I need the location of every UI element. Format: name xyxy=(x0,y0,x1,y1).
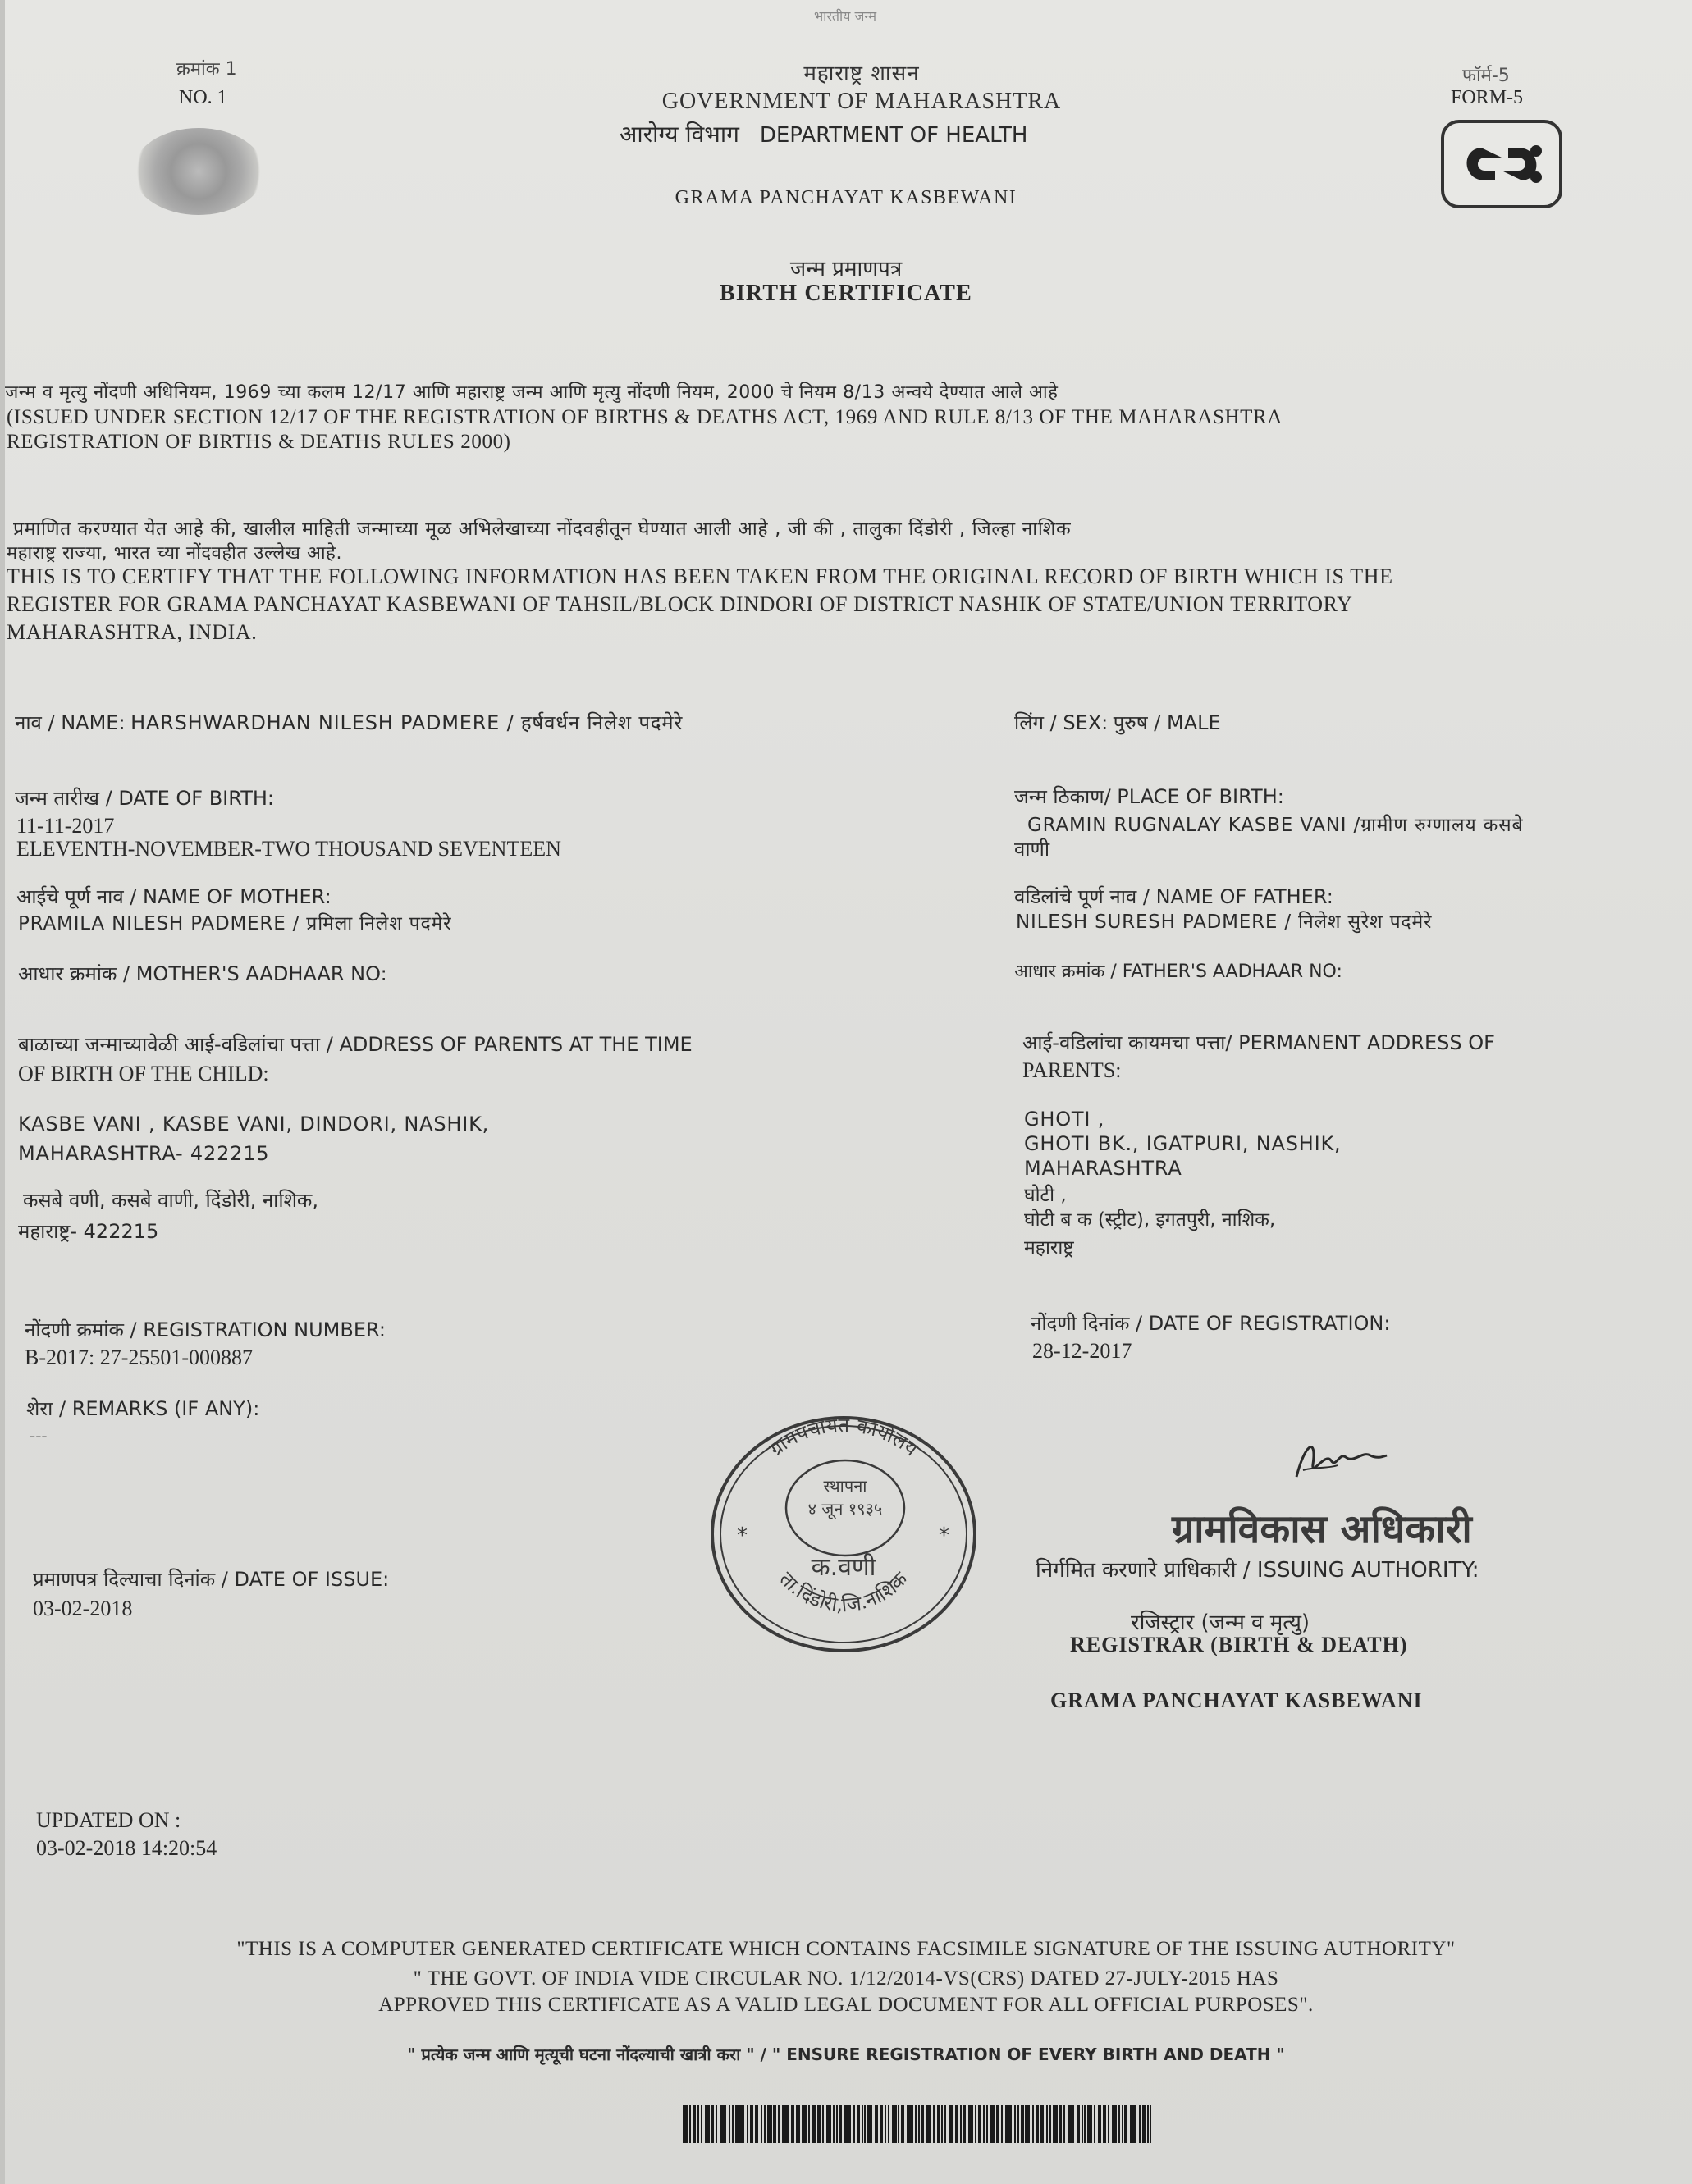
registration-date-value: 28-12-2017 xyxy=(1032,1339,1132,1363)
seal-bottom-path: ता.दिंडोरी,जि.नाशिक xyxy=(775,1567,912,1617)
barcode-bar xyxy=(735,2105,739,2143)
barcode-bar xyxy=(764,2105,766,2143)
seal-center: क.वणी xyxy=(811,1553,876,1582)
barcode-bar xyxy=(1098,2105,1101,2143)
barcode-bar xyxy=(1077,2105,1080,2143)
footer-line-2: " THE GOVT. OF INDIA VIDE CIRCULAR NO. 1/12/2014-VS(CRS) DATED 27-JULY-2015 HAS xyxy=(413,1967,1279,1990)
barcode-bar xyxy=(963,2105,966,2143)
barcode-bar xyxy=(773,2105,776,2143)
form-label: FORM-5 xyxy=(1451,87,1524,108)
barcode-bar xyxy=(885,2105,886,2143)
registrar-marathi: रजिस्ट्रार (जन्म व मृत्यु) xyxy=(1131,1611,1310,1635)
barcode-bar xyxy=(1049,2105,1051,2143)
barcode-icon xyxy=(683,2105,1157,2143)
barcode-bar xyxy=(711,2105,714,2143)
barcode-bar xyxy=(892,2105,897,2143)
barcode-bar xyxy=(901,2105,904,2143)
issued-under-marathi: जन्म व मृत्यु नोंदणी अधिनियम, 1969 च्या कलम 12/17 आणि महाराष्ट्र जन्म आणि मृत्यु नोंदणी नियम, 2000 चे नियम 8/13 अन्वये देण्यात आले आहे xyxy=(5,382,1059,403)
barcode-bar xyxy=(826,2105,831,2143)
department-english: DEPARTMENT OF HEALTH xyxy=(759,123,1028,148)
barcode-bar xyxy=(791,2105,794,2143)
barcode-bar xyxy=(986,2105,988,2143)
barcode-bar xyxy=(1147,2105,1149,2143)
place-of-birth-label: जन्म ठिकाण/ PLACE OF BIRTH: xyxy=(1014,785,1284,808)
form-label-marathi: फॉर्म-5 xyxy=(1462,66,1510,86)
barcode-bar xyxy=(1001,2105,1003,2143)
address-birth-marathi-1: कसबे वणी, कसबे वाणी, दिंडोरी, नाशिक, xyxy=(23,1189,318,1212)
barcode-bar xyxy=(1005,2105,1012,2143)
barcode-bar xyxy=(937,2105,940,2143)
issuing-authority-label: निर्गमित करणारे प्राधिकारी / ISSUING AUTHORITY: xyxy=(1036,1558,1479,1583)
barcode-bar xyxy=(1087,2105,1092,2143)
dob-words: ELEVENTH-NOVEMBER-TWO THOUSAND SEVENTEEN xyxy=(16,837,561,861)
barcode-bar xyxy=(1014,2105,1016,2143)
barcode-bar xyxy=(1142,2105,1146,2143)
certificate-title-marathi: जन्म प्रमाणपत्र xyxy=(789,257,903,281)
barcode-bar xyxy=(857,2105,860,2143)
address-birth-english-2: MAHARASHTRA- 422215 xyxy=(18,1142,270,1165)
footer-slogan: " प्रत्येक जन्म आणि मृत्यूची घटना नोंदल्याची खात्री करा " / " ENSURE REGISTRATION OF EVERY BIRTH AND DEATH " xyxy=(407,2045,1285,2064)
footer-line-1: "THIS IS A COMPUTER GENERATED CERTIFICATE WHICH CONTAINS FACSIMILE SIGNATURE OF THE ISSUING AUTHORITY" xyxy=(236,1938,1456,1960)
place-of-birth-value-2: वाणी xyxy=(1014,838,1050,861)
barcode-bar xyxy=(729,2105,730,2143)
father-aadhaar-label: आधार क्रमांक / FATHER'S AADHAAR NO: xyxy=(1014,962,1342,982)
barcode-bar xyxy=(853,2105,855,2143)
seal-outer-text xyxy=(765,1414,922,1461)
barcode-bar xyxy=(808,2105,810,2143)
father-value: NILESH SURESH PADMERE / निलेश सुरेश पदमेरे xyxy=(1016,912,1433,933)
barcode-bar xyxy=(880,2105,883,2143)
department-marathi: आरोग्य विभाग xyxy=(620,121,739,148)
address-permanent-2: GHOTI BK., IGATPURI, NASHIK, xyxy=(1024,1132,1342,1155)
barcode-bar xyxy=(867,2105,872,2143)
barcode-bar xyxy=(761,2105,762,2143)
barcode-bar xyxy=(1150,2105,1151,2143)
mother-aadhaar-label: आधार क्रमांक / MOTHER'S AADHAAR NO: xyxy=(18,962,387,985)
number-label: NO. 1 xyxy=(179,87,227,108)
barcode-bar xyxy=(739,2105,744,2143)
certificate-title: BIRTH CERTIFICATE xyxy=(719,281,973,306)
certify-marathi-1: प्रमाणित करण्यात येत आहे की, खालील माहिती जन्माच्या मूळ अभिलेखाच्या नोंदवहीतून घेण्यात आली आहे , जी की , तालुका दिंडोरी , जिल्हा नाशिक xyxy=(13,519,1072,540)
barcode-bar xyxy=(778,2105,780,2143)
barcode-bar xyxy=(898,2105,899,2143)
svg-text:*: * xyxy=(737,1524,748,1548)
barcode-bar xyxy=(1063,2105,1065,2143)
barcode-bar xyxy=(1118,2105,1120,2143)
address-birth-label-2: OF BIRTH OF THE CHILD: xyxy=(18,1062,269,1085)
certify-english-1: THIS IS TO CERTIFY THAT THE FOLLOWING INFORMATION HAS BEEN TAKEN FROM THE ORIGINAL RECORD OF BIRTH WHICH IS THE xyxy=(7,564,1393,588)
barcode-bar xyxy=(693,2105,696,2143)
barcode-bar xyxy=(1139,2105,1141,2143)
registration-number-label: नोंदणी क्रमांक / REGISTRATION NUMBER: xyxy=(25,1318,386,1341)
barcode-bar xyxy=(798,2105,800,2143)
barcode-bar xyxy=(907,2105,913,2143)
mother-label: आईचे पूर्ण नाव / NAME OF MOTHER: xyxy=(16,885,332,908)
barcode-bar xyxy=(1053,2105,1058,2143)
barcode-bar xyxy=(747,2105,748,2143)
address-permanent-5: घोटी ब क (स्ट्रीट), इगतपुरी, नाशिक, xyxy=(1024,1209,1276,1231)
seal-inner-2: ४ जून १९३५ xyxy=(807,1499,883,1519)
barcode-bar xyxy=(1122,2105,1123,2143)
barcode-bar xyxy=(812,2105,816,2143)
barcode-bar xyxy=(1032,2105,1034,2143)
remarks-label: शेरा / REMARKS (IF ANY): xyxy=(26,1397,260,1420)
barcode-bar xyxy=(1059,2105,1062,2143)
remarks-value: --- xyxy=(30,1426,48,1446)
footer-line-3: APPROVED THIS CERTIFICATE AS A VALID LEGAL DOCUMENT FOR ALL OFFICIAL PURPOSES". xyxy=(378,1994,1314,2016)
barcode-bar xyxy=(968,2105,973,2143)
barcode-bar xyxy=(1068,2105,1074,2143)
barcode-bar xyxy=(833,2105,835,2143)
barcode-bar xyxy=(975,2105,976,2143)
barcode-bar xyxy=(689,2105,691,2143)
barcode-bar xyxy=(921,2105,924,2143)
barcode-bar xyxy=(875,2105,878,2143)
barcode-bar xyxy=(697,2105,699,2143)
barcode-bar xyxy=(888,2105,889,2143)
barcode-bar xyxy=(750,2105,753,2143)
barcode-bar xyxy=(732,2105,734,2143)
barcode-bar xyxy=(949,2105,953,2143)
registration-number-value: B-2017: 27-25501-000887 xyxy=(25,1346,254,1369)
certify-marathi-2: महाराष्ट्र राज्या, भारत च्या नोंदवहीत उल्लेख आहे. xyxy=(7,543,343,564)
barcode-bar xyxy=(701,2105,702,2143)
barcode-bar xyxy=(944,2105,946,2143)
barcode-bar xyxy=(864,2105,866,2143)
barcode-bar xyxy=(755,2105,758,2143)
barcode-bar xyxy=(1108,2105,1109,2143)
barcode-bar xyxy=(844,2105,851,2143)
address-permanent-6: महाराष्ट्र xyxy=(1024,1237,1074,1259)
certify-english-3: MAHARASHTRA, INDIA. xyxy=(7,620,258,644)
barcode-bar xyxy=(955,2105,958,2143)
registrar-english: REGISTRAR (BIRTH & DEATH) xyxy=(1070,1633,1408,1656)
barcode-bar xyxy=(1082,2105,1083,2143)
gov-english: GOVERNMENT OF MAHARASHTRA xyxy=(661,89,1062,114)
barcode-bar xyxy=(1094,2105,1095,2143)
certify-english-2: REGISTER FOR GRAMA PANCHAYAT KASBEWANI OF TAHSIL/BLOCK DINDORI OF DISTRICT NASHIK OF STATE/UNION TERRITORY xyxy=(7,592,1353,616)
barcode-bar xyxy=(941,2105,943,2143)
barcode-bar xyxy=(1103,2105,1106,2143)
issued-under-english-1: (ISSUED UNDER SECTION 12/17 OF THE REGISTRATION OF BIRTHS & DEATHS ACT, 1969 AND RULE 8/13 OF THE MAHARASHTRA xyxy=(7,406,1283,428)
address-permanent-3: MAHARASHTRA xyxy=(1024,1157,1182,1180)
barcode-bar xyxy=(960,2105,962,2143)
barcode-bar xyxy=(822,2105,824,2143)
barcode-bar xyxy=(1130,2105,1136,2143)
barcode-bar xyxy=(1036,2105,1039,2143)
sex-label: लिंग / SEX: xyxy=(1014,711,1109,734)
barcode-bar xyxy=(996,2105,999,2143)
page-left-edge xyxy=(0,0,5,2184)
barcode-bar xyxy=(933,2105,935,2143)
barcode-bar xyxy=(1040,2105,1044,2143)
name-label: नाव / NAME: xyxy=(15,711,126,734)
dob-label: जन्म तारीख / DATE OF BIRTH: xyxy=(15,787,274,810)
place-of-birth-value-1: GRAMIN RUGNALAY KASBE VANI /ग्रामीण रुग्णालय कसबे xyxy=(1027,815,1524,836)
issued-under-english-2: REGISTRATION OF BIRTHS & DEATHS RULES 2000) xyxy=(7,431,511,453)
barcode-bar xyxy=(1025,2105,1030,2143)
address-birth-label-1: बाळाच्या जन्माच्यावेळी आई-वडिलांचा पत्ता / ADDRESS OF PARENTS AT THE TIME xyxy=(18,1033,693,1056)
barcode-bar xyxy=(990,2105,995,2143)
sex-value: पुरुष / MALE xyxy=(1113,711,1221,734)
barcode-bar xyxy=(782,2105,789,2143)
seal-inner-1: स्थापना xyxy=(823,1476,867,1496)
department-line xyxy=(620,118,1112,149)
barcode-bar xyxy=(1112,2105,1117,2143)
seal-outer-path: ग्रामपंचायत कार्यालय xyxy=(765,1413,922,1461)
top-emblem-caption: भारतीय जन्म xyxy=(813,8,877,24)
address-permanent-label-1: आई-वडिलांचा कायमचा पत्ता/ PERMANENT ADDRESS OF xyxy=(1022,1031,1495,1054)
barcode-bar xyxy=(918,2105,920,2143)
issue-date-value: 03-02-2018 xyxy=(33,1597,133,1620)
barcode-bar xyxy=(983,2105,985,2143)
panchayat-header: GRAMA PANCHAYAT KASBEWANI xyxy=(675,187,1017,208)
name-row xyxy=(15,709,683,737)
updated-value: 03-02-2018 14:20:54 xyxy=(36,1836,217,1860)
authority-panchayat: GRAMA PANCHAYAT KASBEWANI xyxy=(1050,1688,1423,1712)
gov-marathi: महाराष्ट्र शासन xyxy=(803,62,920,86)
barcode-bar xyxy=(1124,2105,1127,2143)
barcode-bar xyxy=(817,2105,821,2143)
number-label-marathi: क्रमांक 1 xyxy=(176,59,237,80)
authority-stamp-title: ग्रामविकास अधिकारी xyxy=(1172,1506,1472,1552)
svg-text:*: * xyxy=(939,1524,949,1548)
sex-row xyxy=(1014,709,1221,737)
barcode-bar xyxy=(1046,2105,1048,2143)
address-permanent-4: घोटी , xyxy=(1024,1185,1067,1206)
address-birth-marathi-2: महाराष्ट्र- 422215 xyxy=(18,1220,159,1243)
barcode-bar xyxy=(767,2105,772,2143)
address-permanent-label-2: PARENTS: xyxy=(1022,1058,1122,1082)
issue-date-label: प्रमाणपत्र दिल्याचा दिनांक / DATE OF ISSUE: xyxy=(33,1568,390,1591)
address-permanent-1: GHOTI , xyxy=(1024,1108,1105,1131)
registration-date-label: नोंदणी दिनांक / DATE OF REGISTRATION: xyxy=(1031,1312,1391,1335)
barcode-bar xyxy=(705,2105,710,2143)
barcode-bar xyxy=(926,2105,931,2143)
barcode-bar xyxy=(836,2105,838,2143)
barcode-bar xyxy=(802,2105,807,2143)
dob-value: 11-11-2017 xyxy=(16,814,115,838)
barcode-bar xyxy=(796,2105,798,2143)
signature-icon xyxy=(1280,1428,1395,1493)
address-birth-english-1: KASBE VANI , KASBE VANI, DINDORI, NASHIK, xyxy=(18,1113,490,1135)
updated-label: UPDATED ON : xyxy=(36,1808,181,1832)
barcode-bar xyxy=(1084,2105,1086,2143)
name-value: HARSHWARDHAN NILESH PADMERE / हर्षवर्धन निलेश पदमेरे xyxy=(130,711,684,734)
barcode-bar xyxy=(978,2105,981,2143)
barcode-bar xyxy=(683,2105,688,2143)
barcode-bar xyxy=(862,2105,863,2143)
barcode-bar xyxy=(1021,2105,1024,2143)
father-label: वडिलांचे पूर्ण नाव / NAME OF FATHER: xyxy=(1014,885,1333,908)
office-seal-icon xyxy=(704,1411,983,1657)
barcode-bar xyxy=(720,2105,726,2143)
mother-value: PRAMILA NILESH PADMERE / प्रमिला निलेश पदमेरे xyxy=(18,913,452,934)
barcode-bar xyxy=(716,2105,717,2143)
barcode-bar xyxy=(915,2105,917,2143)
barcode-bar xyxy=(839,2105,842,2143)
barcode-bar xyxy=(1017,2105,1019,2143)
